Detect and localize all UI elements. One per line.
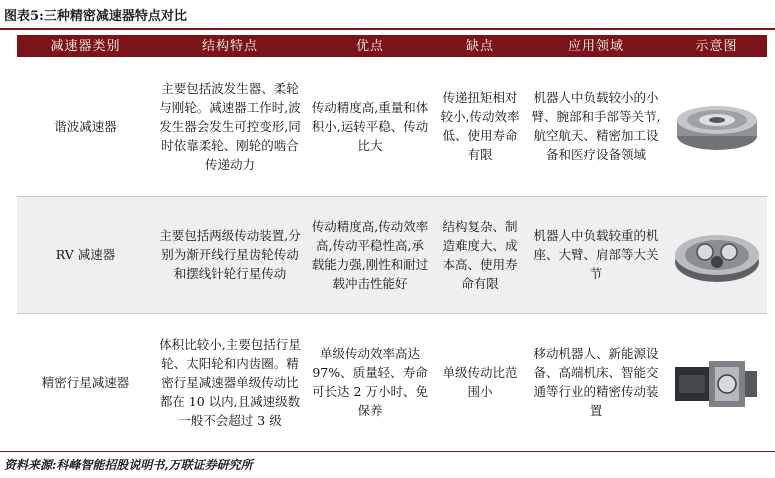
table-row [17,57,767,196]
cell-disadvantages: 单级传动比范围小 [434,313,526,451]
table-row [17,313,767,451]
cell-applications: 机器人中负载较小的小臂、腕部和手部等关节,航空航天、精密加工设备和医疗设备领域 [526,57,666,196]
cell-structure: 主要包括波发生器、柔轮与刚轮。减速器工作时,波发生器会发生可控变形,同时依靠柔轮、刚轮的啮合传递动力 [154,57,306,196]
cell-type: 精密行星减速器 [17,313,154,451]
figure-caption: 图表5:三种精密减速器特点对比 [4,9,187,24]
cell-disadvantages: 传递扭矩相对较小,传动效率低、使用寿命有限 [434,57,526,196]
rv-reducer-photo [671,224,763,286]
cell-type: RV 减速器 [17,196,154,313]
cell-image [666,313,767,451]
cell-structure: 主要包括两级传动装置,分别为渐开线行星齿轮传动和摆线针轮行星传动 [154,196,306,313]
header-disadvantages: 缺点 [434,35,526,57]
header-advantages: 优点 [306,35,434,57]
cell-applications: 机器人中负载较重的机座、大臂、肩部等大关节 [526,196,666,313]
cell-applications: 移动机器人、新能源设备、高端机床、智能交通等行业的精密传动装置 [526,313,666,451]
cell-type: 谐波减速器 [17,57,154,196]
cell-advantages: 单级传动效率高达 97%、质量轻、寿命可长达 2 万小时、免保养 [306,313,434,451]
cell-image [666,196,767,313]
cell-advantages: 传动精度高,传动效率高,传动平稳性高,承载能力强,刚性和耐过载冲击性能好 [306,196,434,313]
cell-advantages: 传动精度高,重量和体积小,运转平稳、传动比大 [306,57,434,196]
header-type: 减速器类别 [17,35,154,57]
header-image: 示意图 [666,35,767,57]
cell-structure: 体积比较小,主要包括行星轮、太阳轮和内齿圈。精密行星减速器单级传动比都在 10 以内,且减速级数一般不会超过 3 级 [154,313,306,451]
bottom-rule [0,451,775,452]
planetary-reducer-photo [671,345,763,419]
table-row [17,196,767,313]
cell-disadvantages: 结构复杂、制造难度大、成本高、使用寿命有限 [434,196,526,313]
comparison-table [17,35,767,452]
caption-rule [0,28,775,30]
source-note: 资料来源:科峰智能招股说明书,万联证券研究所 [4,458,253,472]
header-applications: 应用领域 [526,35,666,57]
cell-image [666,57,767,196]
table-header-row [17,35,767,57]
header-structure: 结构特点 [154,35,306,57]
harmonic-reducer-photo [672,96,762,156]
